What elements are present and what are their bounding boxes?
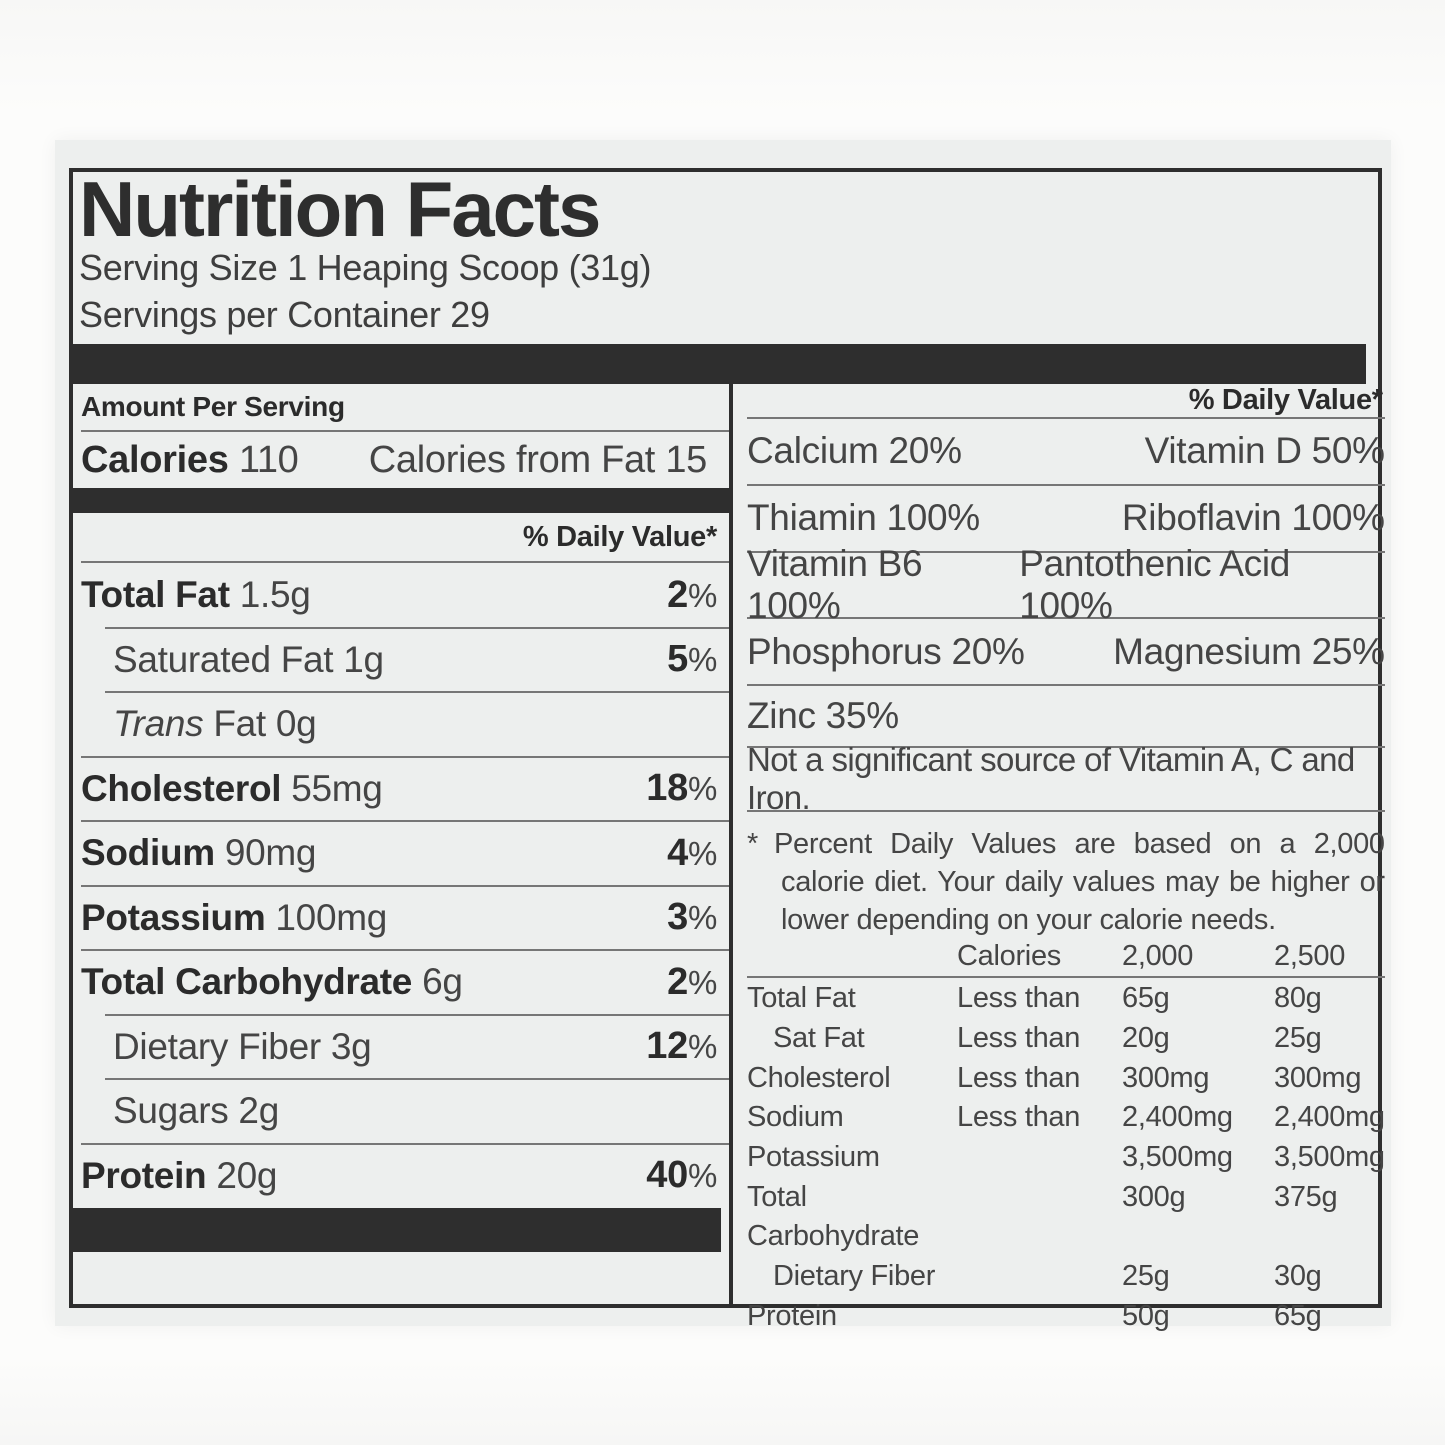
nutrient-amount: 2g xyxy=(238,1090,279,1132)
dv-table-label: Sat Fat xyxy=(773,1021,865,1054)
dv-table-row xyxy=(747,1098,1385,1138)
dv-table-value-2500: 30g xyxy=(1274,1260,1322,1293)
calories-label: Calories xyxy=(81,438,229,481)
dv-table-value-2000: 20g xyxy=(1122,1021,1170,1054)
daily-value-number: 2 xyxy=(667,960,688,1003)
daily-value-number: 2 xyxy=(667,573,688,616)
servings-per-container-line: Servings per Container 29 xyxy=(79,294,490,335)
vitamin-row xyxy=(747,619,1385,686)
nutrient-amount: 6g xyxy=(422,961,463,1003)
dv-table-rows xyxy=(747,979,1385,1336)
nutrient-name: Cholesterol xyxy=(81,767,282,809)
nutrient-row xyxy=(81,628,729,693)
vitamin-row xyxy=(747,686,1385,748)
percent-sign: % xyxy=(687,770,717,808)
dv-table-label: Dietary Fiber xyxy=(773,1260,936,1293)
nutrient-name-group xyxy=(113,1090,279,1132)
nutrient-daily-value xyxy=(667,638,717,681)
label-frame xyxy=(69,165,1385,1332)
percent-sign: % xyxy=(687,899,717,937)
nutrient-daily-value xyxy=(667,574,717,617)
dv-table-value-2000: 50g xyxy=(1122,1299,1170,1332)
nutrient-amount: 90mg xyxy=(224,832,317,874)
medium-divider-bar xyxy=(73,488,729,513)
nutrient-name-group xyxy=(81,832,316,874)
calories-value: 110 xyxy=(238,438,299,481)
nutrient-name: Potassium xyxy=(81,896,266,938)
dv-table-row xyxy=(747,1257,1385,1297)
thick-divider-bar-top xyxy=(73,344,1366,384)
dv-table-value-2500: 25g xyxy=(1274,1021,1322,1054)
dv-table-label: Total Fat xyxy=(747,982,856,1015)
daily-value-header-right: % Daily Value* xyxy=(747,384,1385,419)
dv-table-header-calories: Calories xyxy=(957,940,1061,973)
vitamin-right: Vitamin D 50% xyxy=(1144,430,1385,472)
dv-table-label: Protein xyxy=(747,1299,837,1332)
dv-table-header-2500: 2,500 xyxy=(1274,940,1346,973)
label-header xyxy=(73,165,1378,344)
nutrient-name-italic-prefix: Trans xyxy=(113,703,204,745)
nutrient-name-group xyxy=(81,768,383,810)
nutrient-row xyxy=(81,1144,729,1209)
percent-sign: % xyxy=(687,1157,717,1195)
nutrient-name-group xyxy=(81,961,463,1003)
dv-table-qualifier xyxy=(957,1257,1122,1297)
dv-table-value-2500: 65g xyxy=(1274,1299,1322,1332)
dv-table-value-2500: 375g xyxy=(1274,1180,1338,1213)
dv-table-row xyxy=(747,1138,1385,1178)
daily-value-header-left: % Daily Value* xyxy=(81,513,729,563)
nutrient-name: Dietary Fiber xyxy=(113,1025,321,1067)
nutrient-row xyxy=(81,757,729,822)
dv-table-value-2500: 300mg xyxy=(1274,1061,1362,1094)
nutrient-daily-value xyxy=(667,896,717,939)
nutrient-name: Sodium xyxy=(81,832,215,874)
vitamin-rows xyxy=(747,419,1385,748)
vitamin-row xyxy=(747,543,1385,626)
dv-table-qualifier: Less than xyxy=(957,1101,1081,1134)
nutrient-name: Total Fat xyxy=(81,574,230,616)
nutrient-name: Fat xyxy=(213,703,266,745)
nutrition-label xyxy=(55,140,1391,1332)
dv-table-qualifier xyxy=(957,1178,1122,1257)
nutrient-amount: 20g xyxy=(216,1154,278,1196)
nutrient-name-group xyxy=(113,1026,371,1068)
thick-divider-bar-bottom xyxy=(73,1208,721,1252)
right-column xyxy=(733,384,1395,1332)
nutrient-daily-value xyxy=(646,1025,717,1068)
nutrient-daily-value xyxy=(646,767,717,810)
dv-table-label: Total Carbohydrate xyxy=(747,1180,920,1253)
nutrient-rows xyxy=(81,563,729,1208)
nutrient-amount: 55mg xyxy=(291,767,383,809)
dv-table-label: Sodium xyxy=(747,1101,844,1134)
daily-value-number: 5 xyxy=(667,638,688,681)
daily-value-footnote xyxy=(747,812,1385,939)
nutrient-name: Sugars xyxy=(113,1090,229,1132)
nutrient-row xyxy=(81,886,729,951)
nutrient-amount: 100mg xyxy=(275,896,388,938)
percent-sign: % xyxy=(687,641,717,679)
nutrient-daily-value xyxy=(646,1154,717,1197)
nutrient-row xyxy=(81,692,729,757)
nutrient-row xyxy=(81,950,729,1015)
dv-table-value-2000: 3,500mg xyxy=(1122,1141,1233,1173)
dv-table-label: Potassium xyxy=(747,1141,880,1173)
nutrient-amount: 1g xyxy=(343,638,384,680)
nutrient-row xyxy=(81,563,729,628)
dv-table-header xyxy=(747,939,1385,978)
vitamin-left: Thiamin 100% xyxy=(747,497,980,539)
nutrition-facts-title: Nutrition Facts xyxy=(79,165,600,253)
nutrient-amount: 1.5g xyxy=(239,574,311,616)
dv-table-value-2500: 3,500mg xyxy=(1274,1141,1385,1173)
dv-table-value-2000: 2,400mg xyxy=(1122,1101,1233,1134)
footnote-marker: * xyxy=(747,828,758,861)
nutrient-amount: 3g xyxy=(330,1025,372,1067)
label-columns xyxy=(73,384,1385,1332)
nutrient-name-group xyxy=(113,703,316,745)
percent-sign: % xyxy=(687,834,717,872)
dv-table-row xyxy=(747,1059,1385,1099)
daily-value-number: 12 xyxy=(646,1025,688,1068)
dv-table-row xyxy=(747,1297,1385,1337)
calories-group xyxy=(81,439,299,482)
vitamin-row xyxy=(747,419,1385,486)
daily-value-number: 40 xyxy=(646,1154,688,1197)
dv-reference-table xyxy=(747,939,1385,1336)
dv-table-qualifier xyxy=(957,1297,1122,1337)
dv-table-row xyxy=(747,1178,1385,1257)
dv-table-value-2000: 25g xyxy=(1122,1260,1170,1293)
serving-size-line: Serving Size 1 Heaping Scoop (31g) xyxy=(79,247,652,288)
nutrient-daily-value xyxy=(667,961,717,1004)
dv-table-qualifier: Less than xyxy=(957,1061,1081,1094)
dv-table-header-2000: 2,000 xyxy=(1122,940,1194,973)
dv-table-value-2000: 65g xyxy=(1122,982,1170,1015)
vitamin-left: Calcium 20% xyxy=(747,430,962,472)
dv-table-qualifier xyxy=(957,1138,1122,1178)
dv-table-value-2500: 2,400mg xyxy=(1274,1101,1385,1134)
calories-row xyxy=(81,432,729,488)
dv-table-row xyxy=(747,979,1385,1019)
nutrient-name-group xyxy=(81,574,311,616)
nutrient-name: Saturated Fat xyxy=(113,638,334,680)
left-column xyxy=(73,384,733,1304)
nutrient-name-group xyxy=(81,1155,277,1197)
daily-value-number: 4 xyxy=(667,831,688,874)
nutrient-row xyxy=(81,1079,729,1144)
dv-table-value-2000: 300mg xyxy=(1122,1061,1210,1094)
nutrient-row xyxy=(81,1015,729,1080)
footnote-text: Percent Daily Values are based on a 2,000 calorie diet. Your daily values may be higher or lower depending on your calorie needs. xyxy=(774,828,1385,937)
dv-table-row xyxy=(747,1019,1385,1059)
dv-table-value-2000: 300g xyxy=(1122,1180,1186,1213)
calories-from-fat: Calories from Fat 15 xyxy=(368,438,707,481)
dv-table-header-empty xyxy=(747,939,957,974)
percent-sign: % xyxy=(687,963,717,1001)
vitamin-right: Riboflavin 100% xyxy=(1121,497,1385,539)
nutrient-amount: 0g xyxy=(275,703,317,745)
vitamin-left: Vitamin B6 100% xyxy=(747,543,923,626)
dv-table-qualifier: Less than xyxy=(957,1021,1081,1054)
nutrient-name-group xyxy=(81,897,387,939)
percent-sign: % xyxy=(687,1028,717,1066)
vitamin-left: Phosphorus 20% xyxy=(747,630,1025,672)
dv-table-label: Cholesterol xyxy=(747,1061,891,1094)
nutrient-name: Protein xyxy=(81,1154,207,1196)
nutrient-row xyxy=(81,821,729,886)
vitamin-right: Pantothenic Acid 100% xyxy=(1019,543,1291,626)
nutrient-daily-value xyxy=(667,832,717,875)
nutrient-name-group xyxy=(113,639,384,681)
amount-per-serving-label: Amount Per Serving xyxy=(81,384,729,432)
percent-sign: % xyxy=(687,576,717,614)
daily-value-number: 18 xyxy=(646,767,688,810)
daily-value-number: 3 xyxy=(667,896,688,939)
vitamin-right: Magnesium 25% xyxy=(1113,630,1385,672)
vitamin-left: Zinc 35% xyxy=(747,695,899,737)
dv-table-qualifier: Less than xyxy=(957,982,1081,1015)
nutrient-name: Total Carbohydrate xyxy=(81,961,413,1003)
not-significant-note: Not a significant source of Vitamin A, C and Iron. xyxy=(747,748,1385,812)
dv-table-value-2500: 80g xyxy=(1274,982,1322,1015)
